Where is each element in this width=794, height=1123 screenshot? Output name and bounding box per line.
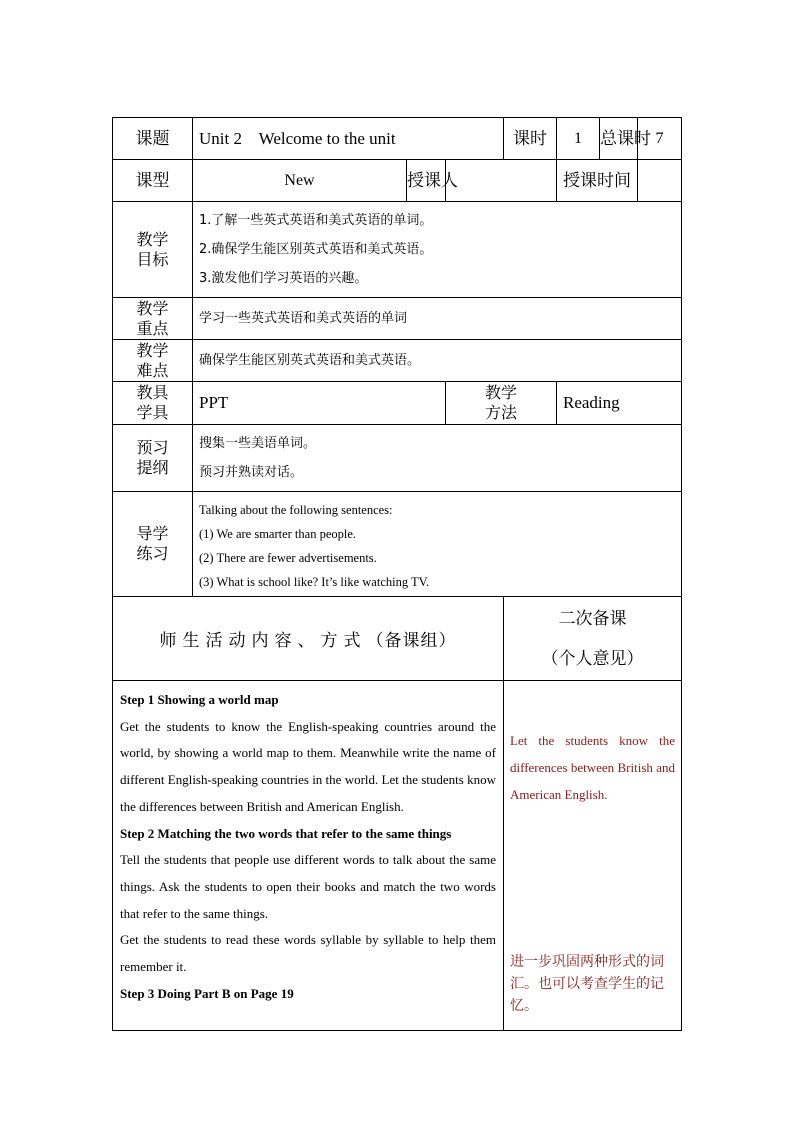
row-topic bbox=[113, 118, 682, 160]
topic-label: 课题 bbox=[113, 118, 193, 160]
row-activities bbox=[113, 681, 682, 1031]
preview-list bbox=[193, 425, 682, 492]
step1-title: Step 1 Showing a world map bbox=[120, 692, 279, 707]
note-2: 进一步巩固两种形式的词汇。也可以考查学生的记忆。 bbox=[510, 954, 664, 1014]
row-activity-header bbox=[113, 597, 682, 681]
preview-item: 预习并熟读对话。 bbox=[199, 465, 304, 480]
total-period-label: 总课时 bbox=[600, 118, 638, 160]
teacher-label: 授课人 bbox=[407, 160, 446, 202]
row-type bbox=[113, 160, 682, 202]
guide-item: Talking about the following sentences: bbox=[199, 503, 393, 517]
tools-label: 教具 学具 bbox=[113, 382, 193, 425]
guide-item: (1) We are smarter than people. bbox=[199, 527, 357, 541]
activity-steps bbox=[113, 681, 504, 1031]
period-label: 课时 bbox=[504, 118, 557, 160]
step2-text: Tell the students that people use different words to talk about the same things. Ask the students to open their books and match the two words that refer to the same things. bbox=[120, 852, 496, 921]
goal-item: 3.激发他们学习英语的兴趣。 bbox=[199, 271, 368, 286]
note-1: Let the students know the differences between British and American English. bbox=[510, 733, 675, 802]
goal-item: 2.确保学生能区别英式英语和美式英语。 bbox=[199, 242, 433, 257]
activity-title: 师生活动内容、方式（备课组） bbox=[113, 597, 504, 681]
method-label: 教学 方法 bbox=[446, 382, 557, 425]
second-prep-header: 二次备课 （个人意见） bbox=[504, 597, 682, 681]
difficulties-label: 教学 难点 bbox=[113, 340, 193, 382]
difficulties-text: 确保学生能区别英式英语和美式英语。 bbox=[193, 340, 682, 382]
goals-list bbox=[193, 202, 682, 298]
row-difficulties bbox=[113, 340, 682, 382]
time-label: 授课时间 bbox=[557, 160, 638, 202]
type-label: 课型 bbox=[113, 160, 193, 202]
row-preview bbox=[113, 425, 682, 492]
row-guide bbox=[113, 492, 682, 597]
method-value: Reading bbox=[557, 382, 682, 425]
guide-label: 导学 练习 bbox=[113, 492, 193, 597]
goal-item: 1.了解一些英式英语和美式英语的单词。 bbox=[199, 213, 433, 228]
step3-title: Step 3 Doing Part B on Page 19 bbox=[120, 985, 294, 1001]
type-value: New bbox=[193, 160, 407, 202]
topic-value: Unit 2 Welcome to the unit bbox=[193, 118, 504, 160]
lesson-plan-table bbox=[112, 117, 682, 1031]
teacher-value bbox=[446, 160, 557, 202]
guide-list bbox=[193, 492, 682, 597]
row-key-points bbox=[113, 298, 682, 340]
lesson-plan-sheet bbox=[112, 117, 681, 1031]
tools-value: PPT bbox=[193, 382, 446, 425]
second-prep-notes bbox=[504, 681, 682, 1031]
row-tools bbox=[113, 382, 682, 425]
step1-text: Get the students to know the English-speaking countries around the world, by showing a world map to them. Meanwhile write the name of different English-speaking countries in the world. Let the students know the differences between British and American English. bbox=[120, 718, 496, 814]
guide-item: (3) What is school like? It’s like watching TV. bbox=[199, 575, 430, 589]
guide-item: (2) There are fewer advertisements. bbox=[199, 551, 377, 565]
preview-item: 搜集一些美语单词。 bbox=[199, 436, 317, 451]
period-value: 1 bbox=[557, 118, 600, 160]
step2-text2: Get the students to read these words syllable by syllable to help them remember it. bbox=[120, 932, 496, 975]
row-goals bbox=[113, 202, 682, 298]
preview-label: 预习 提纲 bbox=[113, 425, 193, 492]
time-value bbox=[638, 160, 682, 202]
goals-label: 教学 目标 bbox=[113, 202, 193, 298]
total-period-value: 7 bbox=[638, 118, 682, 160]
step2-title: Step 2 Matching the two words that refer to the same things bbox=[120, 825, 452, 841]
key-points-label: 教学 重点 bbox=[113, 298, 193, 340]
key-points-text: 学习一些英式英语和美式英语的单词 bbox=[193, 298, 682, 340]
